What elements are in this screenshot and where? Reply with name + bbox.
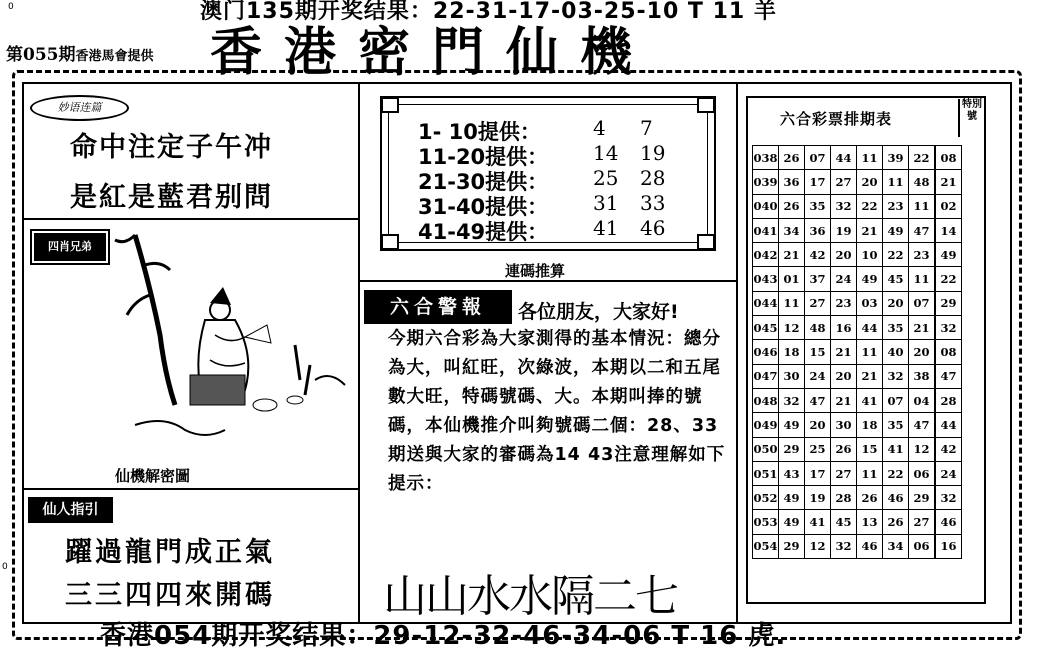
draw-number-cell: 12 [909, 437, 936, 461]
draw-number-cell: 36 [805, 218, 831, 242]
macau-result-banner: 澳门135期开奖结果：22-31-17-03-25-10 T 11 羊 [200, 0, 777, 24]
table-row [753, 170, 962, 194]
special-number-cell: 47 [935, 364, 962, 388]
table-row [753, 340, 962, 364]
divider [360, 280, 738, 282]
table-row [753, 364, 962, 388]
draw-number-cell: 27 [831, 461, 857, 485]
draw-period-cell: 050 [753, 437, 779, 461]
verse-line-2: 三三四四來開碼 [65, 580, 275, 611]
special-number-cell: 46 [935, 510, 962, 534]
draw-number-cell: 20 [831, 364, 857, 388]
draw-number-cell: 22 [883, 461, 909, 485]
draw-period-cell: 051 [753, 461, 779, 485]
special-number-cell: 49 [935, 243, 962, 267]
draw-number-cell: 26 [779, 194, 805, 218]
corner-ornament [697, 97, 715, 113]
draw-number-cell: 07 [909, 291, 936, 315]
draw-number-cell: 24 [831, 267, 857, 291]
draw-number-cell: 43 [779, 461, 805, 485]
special-number-badge: 特別號 [958, 99, 984, 137]
alert-tag: 六合警報 [364, 290, 512, 324]
draw-number-cell: 23 [831, 291, 857, 315]
table-row [753, 194, 962, 218]
draw-number-cell: 20 [883, 291, 909, 315]
draw-number-cell: 10 [857, 243, 883, 267]
verse-line-1: 躍過龍門成正氣 [65, 537, 275, 568]
draw-number-cell: 21 [857, 218, 883, 242]
special-number-cell: 08 [935, 340, 962, 364]
special-number-cell: 16 [935, 534, 962, 558]
draw-number-cell: 46 [883, 486, 909, 510]
table-row [753, 437, 962, 461]
guide-tag: 仙人指引 [28, 497, 113, 523]
draw-number-cell: 20 [857, 170, 883, 194]
draw-number-cell: 41 [857, 388, 883, 412]
draw-table [752, 145, 962, 559]
special-number-cell: 24 [935, 461, 962, 485]
draw-number-cell: 18 [857, 413, 883, 437]
draw-number-cell: 32 [883, 364, 909, 388]
draw-period-cell: 052 [753, 486, 779, 510]
draw-period-cell: 054 [753, 534, 779, 558]
draw-number-cell: 18 [779, 340, 805, 364]
draw-number-cell: 27 [909, 510, 936, 534]
draw-number-cell: 29 [909, 486, 936, 510]
draw-number-cell: 11 [857, 146, 883, 170]
draw-number-cell: 11 [857, 461, 883, 485]
draw-number-cell: 35 [883, 413, 909, 437]
draw-number-cell: 36 [779, 170, 805, 194]
draw-period-cell: 038 [753, 146, 779, 170]
poem-line-1: 命中注定子午冲 [70, 132, 273, 163]
draw-number-cell: 13 [857, 510, 883, 534]
draw-period-cell: 053 [753, 510, 779, 534]
range-row: 21-30提供： 25 28 [418, 166, 666, 194]
draw-period-cell: 045 [753, 316, 779, 340]
poem-line-2: 是紅是藍君别問 [70, 182, 273, 213]
draw-number-cell: 37 [805, 267, 831, 291]
draw-number-cell: 41 [805, 510, 831, 534]
draw-period-cell: 046 [753, 340, 779, 364]
draw-number-cell: 39 [883, 146, 909, 170]
table-row [753, 486, 962, 510]
draw-number-cell: 11 [883, 170, 909, 194]
draw-number-cell: 22 [883, 243, 909, 267]
draw-number-cell: 23 [883, 194, 909, 218]
draw-number-cell: 19 [805, 486, 831, 510]
greeting: 各位朋友，大家好! [518, 301, 679, 323]
draw-number-cell: 27 [831, 170, 857, 194]
draw-number-cell: 46 [857, 534, 883, 558]
draw-number-cell: 29 [779, 534, 805, 558]
draw-number-cell: 32 [831, 194, 857, 218]
table-row [753, 291, 962, 315]
draw-period-cell: 039 [753, 170, 779, 194]
table-row [753, 218, 962, 242]
box-caption: 連碼推算 [505, 262, 566, 280]
issue-provider: 香港馬會提供 [75, 49, 154, 64]
corner-ornament [697, 234, 715, 250]
draw-number-cell: 17 [805, 461, 831, 485]
draw-period-cell: 047 [753, 364, 779, 388]
draw-period-cell: 044 [753, 291, 779, 315]
special-number-cell: 42 [935, 437, 962, 461]
draw-number-cell: 12 [779, 316, 805, 340]
issue-label [6, 40, 154, 65]
draw-number-cell: 32 [831, 534, 857, 558]
draw-number-cell: 15 [805, 340, 831, 364]
special-number-cell: 29 [935, 291, 962, 315]
draw-number-cell: 40 [883, 340, 909, 364]
draw-number-cell: 34 [883, 534, 909, 558]
zodiac-badge: 四肖兄弟 [34, 233, 106, 261]
draw-number-cell: 20 [909, 340, 936, 364]
divider [24, 488, 360, 490]
range-row: 11-20提供： 14 19 [418, 141, 666, 169]
oval-tag: 妙语连篇 [30, 95, 129, 121]
table-row [753, 388, 962, 412]
draw-number-cell: 38 [909, 364, 936, 388]
draw-number-cell: 45 [831, 510, 857, 534]
draw-number-cell: 26 [779, 146, 805, 170]
draw-number-cell: 21 [831, 388, 857, 412]
draw-number-cell: 11 [909, 194, 936, 218]
draw-period-cell: 048 [753, 388, 779, 412]
draw-number-cell: 29 [779, 437, 805, 461]
draw-number-cell: 35 [883, 316, 909, 340]
table-row [753, 146, 962, 170]
draw-period-cell: 040 [753, 194, 779, 218]
draw-number-cell: 47 [805, 388, 831, 412]
draw-number-cell: 24 [805, 364, 831, 388]
draw-number-cell: 47 [909, 218, 936, 242]
corner-ornament [381, 97, 399, 113]
draw-number-cell: 22 [909, 146, 936, 170]
issue-number: 第055期 [6, 45, 76, 65]
draw-number-cell: 26 [857, 486, 883, 510]
draw-number-cell: 06 [909, 534, 936, 558]
draw-number-cell: 15 [857, 437, 883, 461]
draw-number-cell: 20 [805, 413, 831, 437]
draw-number-cell: 07 [883, 388, 909, 412]
table-row [753, 510, 962, 534]
draw-number-cell: 27 [805, 291, 831, 315]
range-row: 41-49提供： 41 46 [418, 216, 666, 244]
draw-number-cell: 11 [857, 340, 883, 364]
draw-number-cell: 22 [857, 194, 883, 218]
draw-number-cell: 17 [805, 170, 831, 194]
draw-number-cell: 45 [883, 267, 909, 291]
draw-number-cell: 47 [909, 413, 936, 437]
schedule-title: 六合彩票排期表 [780, 110, 893, 128]
special-number-cell: 14 [935, 218, 962, 242]
page-title: 香港密門仙機 [210, 23, 655, 83]
draw-number-cell: 49 [779, 510, 805, 534]
divider [24, 218, 360, 220]
draw-number-cell: 21 [831, 340, 857, 364]
draw-number-cell: 12 [805, 534, 831, 558]
range-row: 31-40提供： 31 33 [418, 191, 666, 219]
draw-number-cell: 34 [779, 218, 805, 242]
draw-number-cell: 25 [805, 437, 831, 461]
draw-number-cell: 21 [857, 364, 883, 388]
draw-number-cell: 32 [779, 388, 805, 412]
draw-number-cell: 19 [831, 218, 857, 242]
range-row: 1- 10提供： 4 7 [418, 116, 653, 144]
draw-number-cell: 44 [857, 316, 883, 340]
draw-number-cell: 49 [779, 413, 805, 437]
draw-number-cell: 30 [831, 413, 857, 437]
hk-result-banner: 香港054期开奖结果：29-12-32-46-34-06 T 16 虎. [100, 621, 787, 651]
draw-number-cell: 21 [779, 243, 805, 267]
side-mark: 0 [2, 562, 8, 572]
table-row [753, 534, 962, 558]
draw-number-cell: 07 [805, 146, 831, 170]
draw-number-cell: 26 [831, 437, 857, 461]
special-number-cell: 32 [935, 316, 962, 340]
draw-number-cell: 23 [909, 243, 936, 267]
draw-number-cell: 26 [883, 510, 909, 534]
draw-number-cell: 06 [909, 461, 936, 485]
draw-number-cell: 30 [779, 364, 805, 388]
table-row [753, 461, 962, 485]
table-row [753, 267, 962, 291]
draw-number-cell: 49 [857, 267, 883, 291]
draw-number-cell: 16 [831, 316, 857, 340]
draw-number-cell: 04 [909, 388, 936, 412]
draw-number-cell: 49 [779, 486, 805, 510]
draw-number-cell: 42 [805, 243, 831, 267]
table-row [753, 316, 962, 340]
draw-period-cell: 041 [753, 218, 779, 242]
special-number-cell: 21 [935, 170, 962, 194]
draw-number-cell: 03 [857, 291, 883, 315]
special-number-cell: 08 [935, 146, 962, 170]
hint-phrase: 山山水水隔二七 [383, 571, 677, 622]
draw-number-cell: 21 [909, 316, 936, 340]
special-number-cell: 32 [935, 486, 962, 510]
draw-period-cell: 042 [753, 243, 779, 267]
draw-number-cell: 35 [805, 194, 831, 218]
image-caption: 仙機解密圖 [115, 467, 191, 485]
draw-number-cell: 44 [831, 146, 857, 170]
body-text: 今期六合彩為大家測得的基本情況：總分為大，叫紅旺，次綠波，本期以二和五尾數大旺，特碼號碼、大。本期叫捧的號碼，本仙機推介叫夠號碼二個：28、33期送與大家的審碼為14 43注意理解如下提示： [388, 329, 726, 494]
special-number-cell: 44 [935, 413, 962, 437]
draw-period-cell: 049 [753, 413, 779, 437]
special-number-cell: 02 [935, 194, 962, 218]
draw-number-cell: 01 [779, 267, 805, 291]
special-number-cell: 28 [935, 388, 962, 412]
draw-period-cell: 043 [753, 267, 779, 291]
draw-number-cell: 11 [909, 267, 936, 291]
draw-number-cell: 48 [805, 316, 831, 340]
draw-number-cell: 28 [831, 486, 857, 510]
draw-number-cell: 49 [883, 218, 909, 242]
draw-number-cell: 20 [831, 243, 857, 267]
sage-illustration [105, 225, 355, 455]
table-row [753, 413, 962, 437]
draw-number-cell: 41 [883, 437, 909, 461]
draw-number-cell: 11 [779, 291, 805, 315]
table-row [753, 243, 962, 267]
special-number-cell: 22 [935, 267, 962, 291]
corner-mark: 0 [8, 2, 14, 12]
corner-ornament [381, 234, 399, 250]
draw-number-cell: 48 [909, 170, 936, 194]
